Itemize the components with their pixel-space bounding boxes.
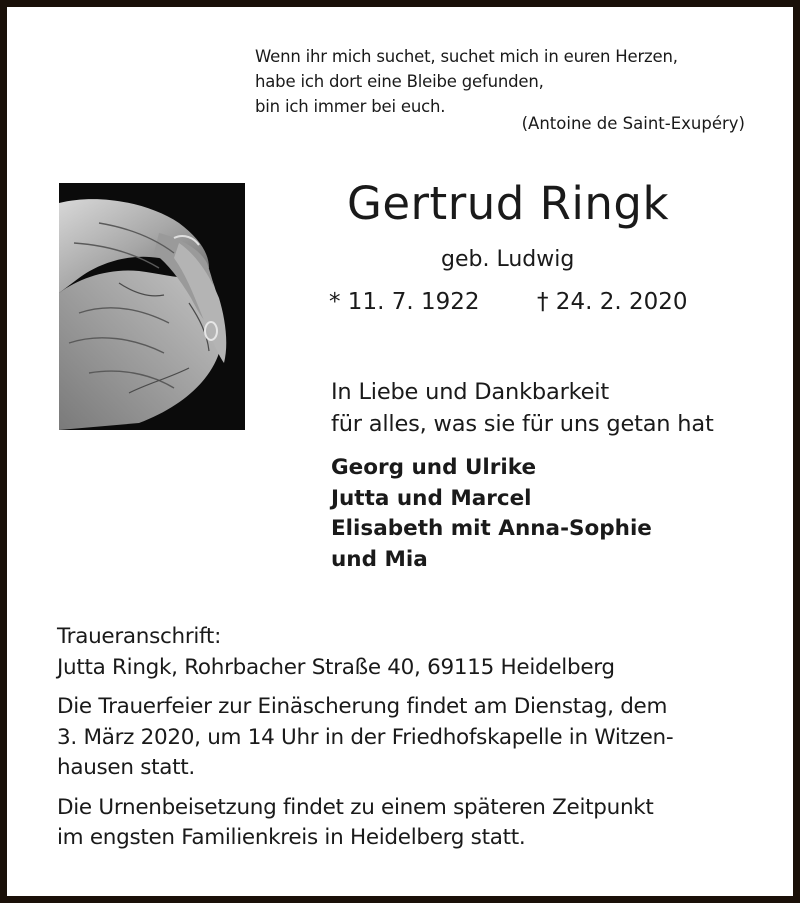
birth-date: * 11. 7. 1922 — [329, 289, 480, 315]
ceremony-line: hausen statt. — [57, 755, 195, 780]
ceremony-line: 3. März 2020, um 14 Uhr in der Friedhofskapelle in Witzen- — [57, 724, 674, 750]
address-label: Traueranschrift: — [57, 624, 222, 649]
obituary-notice — [7, 7, 793, 896]
dedication — [331, 376, 714, 440]
burial-line: Die Urnenbeisetzung findet zu einem späteren Zeitpunkt — [57, 794, 654, 820]
mourner-entry: Elisabeth mit Anna-Sophie — [331, 516, 652, 541]
mourner-entry: Jutta und Marcel — [331, 485, 532, 511]
mourner-entry: Georg und Ulrike — [331, 455, 537, 480]
hands-illustration — [59, 183, 245, 430]
mourner-entry: und Mia — [331, 546, 428, 572]
poem-line: bin ich immer bei euch. — [255, 97, 446, 116]
poem-line: habe ich dort eine Bleibe gefunden, — [255, 72, 544, 91]
dedication-line: für alles, was sie für uns getan hat — [331, 411, 714, 437]
ceremony-line: Die Trauerfeier zur Einäscherung findet am Dienstag, dem — [57, 694, 668, 719]
hands-photo — [59, 183, 245, 430]
poem-line: Wenn ihr mich suchet, suchet mich in euren Herzen, — [255, 47, 678, 66]
death-date: † 24. 2. 2020 — [537, 289, 688, 315]
mourners-list — [331, 453, 652, 575]
funeral-info — [57, 622, 673, 854]
dedication-line: In Liebe und Dankbarkeit — [331, 379, 609, 405]
poem-source: (Antoine de Saint-Exupéry) — [521, 114, 745, 133]
poem — [255, 44, 678, 119]
burial-line: im engsten Familienkreis in Heidelberg statt. — [57, 825, 526, 850]
maiden-name: geb. Ludwig — [441, 247, 575, 272]
deceased-name: Gertrud Ringk — [347, 177, 670, 230]
address: Jutta Ringk, Rohrbacher Straße 40, 69115 Heidelberg — [57, 654, 615, 680]
